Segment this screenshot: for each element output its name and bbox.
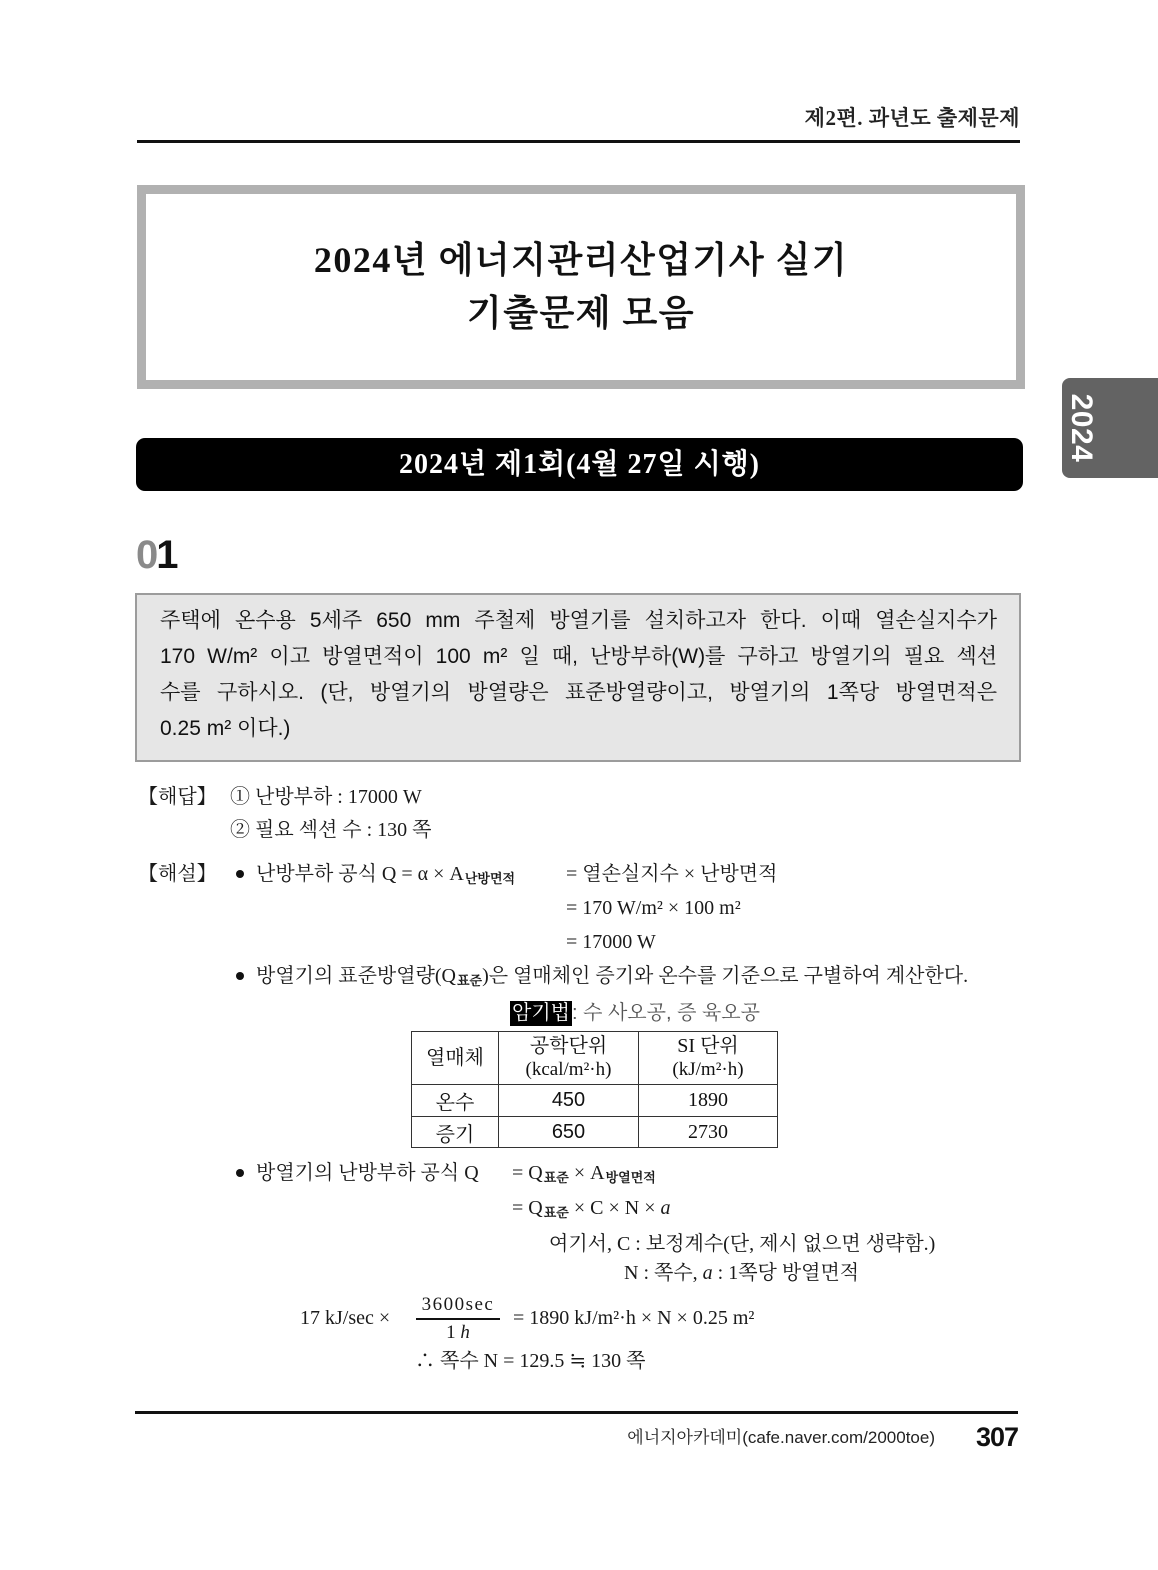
header-unit: (kJ/m²·h) xyxy=(672,1059,744,1080)
definition-text: N : 쪽수, xyxy=(624,1262,703,1284)
table-cell: 증기 xyxy=(412,1117,499,1148)
formula-variable: a xyxy=(660,1197,671,1219)
heat-output-table xyxy=(411,1031,778,1148)
conclusion-line: ∴ 쪽수 N = 129.5 ≒ 130 쪽 xyxy=(415,1350,646,1372)
mnemonic-tag: 암기법 xyxy=(512,1002,570,1024)
standard-output-note xyxy=(256,961,968,996)
variable-definition: 여기서, C : 보정계수(단, 제시 없으면 생략함.) xyxy=(549,1233,936,1255)
denominator-unit: h xyxy=(460,1322,470,1343)
question-number-lead: 0 xyxy=(136,533,157,577)
year-side-tab xyxy=(1062,378,1158,478)
calc-rhs: = 1890 kJ/m²·h × N × 0.25 m² xyxy=(513,1307,755,1329)
section-header: 제2편. 과년도 출제문제 xyxy=(804,106,1020,130)
header-label: SI 단위 xyxy=(677,1035,739,1057)
bullet-dot xyxy=(236,972,244,980)
title-line-2: 기출문제 모음 xyxy=(466,293,696,333)
heating-load-result: = 17000 W xyxy=(566,931,656,953)
formula-text: × A xyxy=(568,1162,605,1184)
definition-text: : 1쪽당 방열면적 xyxy=(712,1262,860,1284)
table-header-cell xyxy=(412,1032,499,1085)
heating-load-formula-lhs xyxy=(256,859,515,894)
header-rule xyxy=(137,140,1020,143)
mnemonic-text: : 수 사오공, 증 육오공 xyxy=(572,1002,760,1024)
formula-text: 난방부하 공식 Q = α × A xyxy=(256,863,464,885)
question-number-digit: 1 xyxy=(156,533,177,577)
note-subscript: 표준 xyxy=(456,973,483,988)
table-header-cell xyxy=(639,1032,778,1085)
formula-subscript: 방열면적 xyxy=(605,1170,656,1185)
table-row xyxy=(412,1085,778,1117)
footer-site: 에너지아카데미(cafe.naver.com/2000toe) xyxy=(627,1428,935,1447)
header-label: 공학단위 xyxy=(529,1035,608,1057)
radiator-load-formula-rhs xyxy=(512,1158,656,1193)
note-text: 방열기의 표준방열량(Q xyxy=(256,965,456,987)
denominator-value: 1 xyxy=(446,1322,456,1343)
answer-item: ② 필요 섹션 수 : 130 쪽 xyxy=(230,819,432,841)
table-row xyxy=(412,1117,778,1148)
fraction-denominator xyxy=(416,1321,500,1345)
header-label: 열매체 xyxy=(426,1046,484,1069)
radiator-load-formula-lhs: 방열기의 난방부하 공식 Q xyxy=(256,1162,479,1184)
formula-text: = Q xyxy=(512,1162,543,1184)
exam-session-banner: 2024년 제1회(4월 27일 시행) xyxy=(136,438,1023,491)
bullet-dot xyxy=(236,1169,244,1177)
question-box xyxy=(135,593,1021,762)
variable-definition xyxy=(624,1258,859,1288)
bullet-dot xyxy=(236,870,244,878)
heating-load-step: = 170 W/m² × 100 m² xyxy=(566,897,741,919)
question-line: 170 W/m² 이고 방열면적이 100 m² 일 때, 난방부하(W)를 구하고 방열기의 필요 섹션 xyxy=(160,645,997,668)
note-text: )은 열매체인 증기와 온수를 기준으로 구별하여 계산한다. xyxy=(482,965,969,987)
title-line-1: 2024년 에너지관리산업기사 실기 xyxy=(313,240,849,280)
table-cell: 온수 xyxy=(412,1085,499,1117)
table-cell: 450 xyxy=(499,1085,639,1117)
formula-text: = Q xyxy=(512,1197,543,1219)
radiator-load-formula-expanded xyxy=(512,1193,670,1228)
table-cell: 2730 xyxy=(639,1117,778,1148)
answer-label: 【해답】 xyxy=(138,786,217,808)
formula-variable: a xyxy=(702,1262,713,1284)
calc-lhs: 17 kJ/sec × xyxy=(300,1307,391,1329)
year-tab-label: 2024 xyxy=(1065,393,1098,463)
header-unit: (kcal/m²·h) xyxy=(525,1059,612,1080)
answer-item: ① 난방부하 : 17000 W xyxy=(230,786,422,808)
question-number xyxy=(136,533,177,577)
table-header-row xyxy=(412,1032,778,1085)
footer-rule xyxy=(135,1411,1018,1414)
fraction-numerator: 3600sec xyxy=(421,1294,495,1315)
title-box xyxy=(137,185,1025,389)
formula-text: × C × N × xyxy=(568,1197,661,1219)
question-line: 0.25 m² 이다.) xyxy=(160,717,291,740)
table-header-cell xyxy=(499,1032,639,1085)
formula-subscript: 난방면적 xyxy=(464,871,516,886)
table-cell: 1890 xyxy=(639,1085,778,1117)
formula-subscript: 표준 xyxy=(543,1205,569,1220)
fraction-bar xyxy=(416,1318,500,1320)
explanation-label: 【해설】 xyxy=(138,863,217,885)
heating-load-formula-rhs: = 열손실지수 × 난방면적 xyxy=(566,863,778,885)
question-line: 수를 구하시오. (단, 방열기의 방열량은 표준방열량이고, 방열기의 1쪽당 방열면적은 xyxy=(160,681,997,704)
formula-subscript: 표준 xyxy=(543,1170,569,1185)
question-line: 주택에 온수용 5세주 650 mm 주철제 방열기를 설치하고자 한다. 이때 열손실지수가 xyxy=(160,609,997,632)
table-cell: 650 xyxy=(499,1117,639,1148)
page-number: 307 xyxy=(975,1422,1018,1452)
